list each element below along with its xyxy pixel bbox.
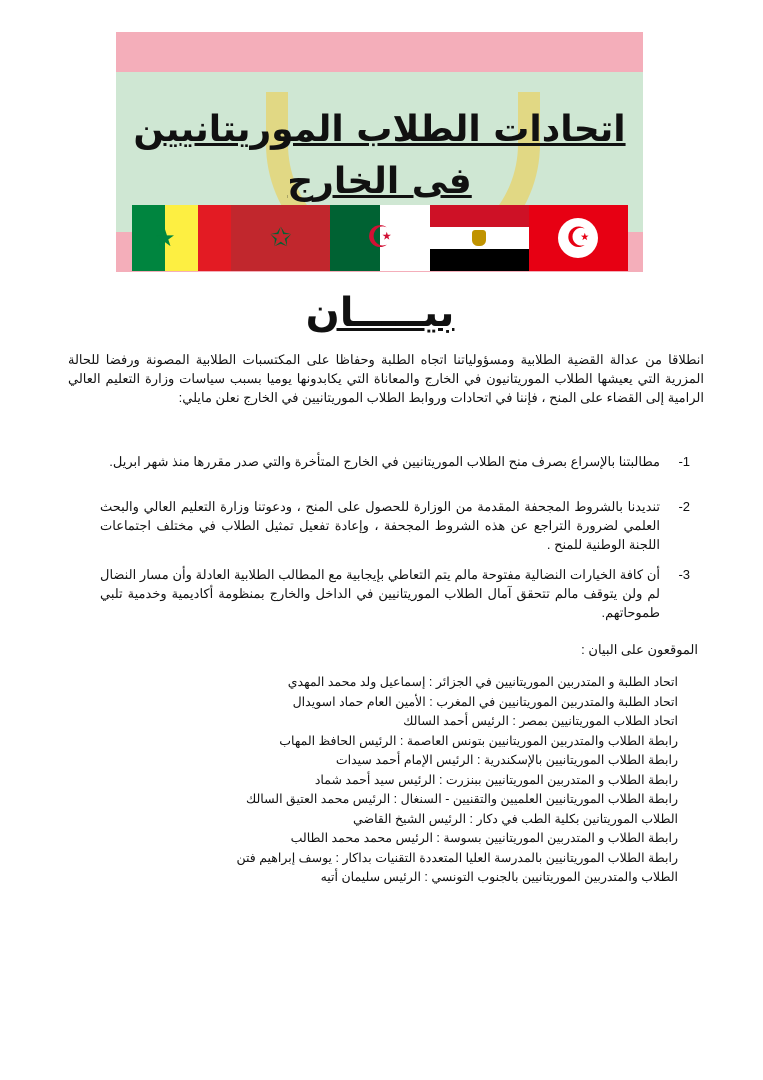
item-text: مطالبتنا بالإسراع بصرف منح الطلاب الموريتانيين في الخارج المتأخرة والتي صدر مقررها منذ شهر ابريل. [109, 454, 660, 469]
signer-entry: رابطة الطلاب و المتدربين الموريتانيين بسوسة : الرئيس محمد محمد الطالب [290, 831, 678, 845]
star-icon: ✩ [269, 223, 292, 253]
list-item [100, 452, 690, 471]
signer-entry: الطلاب والمتدربين الموريتانيين بالجنوب التونسي : الرئيس سليمان أتيه [320, 870, 678, 884]
signer-entry: اتحاد الطلاب الموريتانيين بمصر : الرئيس أحمد السالك [403, 714, 678, 728]
star-icon: ★ [153, 224, 176, 252]
flags-row [132, 205, 628, 271]
list-item [100, 497, 690, 554]
item-number: -2 [678, 499, 690, 514]
signer-entry: رابطة الطلاب و المتدربين الموريتانيين ببنزرت : الرئيس سيد أحمد شماد [314, 772, 678, 787]
signer-entry: اتحاد الطلبة والمتدربين الموريتانيين في المغرب : الأمين العام حماد اسويدال [292, 694, 678, 709]
signer-entry: رابطة الطلاب الموريتانيين بالمدرسة العليا المتعددة التقنيات بداكار : يوسف إبراهيم فتن [236, 850, 678, 865]
item-number: -3 [678, 567, 690, 582]
signer-entry: رابطة الطلاب الموريتانيين بالإسكندرية : الرئيس الإمام أحمد سيدات [335, 753, 678, 767]
signers-label: الموقعون على البيان : [581, 642, 698, 657]
crescent-star-icon: ☪ [565, 221, 591, 254]
banner-stripe-top [116, 32, 643, 72]
eagle-icon [472, 230, 486, 246]
crescent-star-icon: ☪ [366, 220, 394, 255]
algeria-flag-icon [330, 205, 429, 271]
signer-entry: الطلاب الموريتانين بكلية الطب في دكار : الرئيس الشيخ القاضي [353, 811, 678, 826]
list-item [100, 565, 690, 622]
intro-paragraph: انطلاقا من عدالة القضية الطلابية ومسؤولياتنا اتجاه الطلبة وحفاظا على المكتسبات الطلابية المصونة ورفضا للحالة المزرية التي يعيشها الطلاب الموريتانيون في الخارج والمعاناة التي يكابدونها يوميا بسبب سياسات وزارة التعليم العالي الرامية إلى القضاء على المنح ، فإننا في اتحادات وروابط الطلاب الموريتانيين في الخارج نعلن مايلي: [68, 352, 704, 405]
egypt-flag-icon [430, 205, 529, 271]
tunisia-flag-icon [529, 205, 628, 271]
signers-list [118, 673, 678, 888]
item-text: تنديدنا بالشروط المجحفة المقدمة من الوزارة للحصول على المنح ، ودعوتنا وزارة التعليم العالي والبحث العلمي لضرورة التراجع عن هذه الشروط المجحفة ، وإعادة تفعيل تمثيل الطلاب في مختلف اجتماعات اللجنة الوطنية للمنح . [100, 499, 660, 552]
item-text: أن كافة الخيارات النضالية مفتوحة مالم يتم التعاطي بإيجابية مع المطالب الطلابية العادلة وأن مسار النضال لم ولن يتوقف مالم تتحقق آمال الطلاب الموريتانيين في الداخل والخارج بمنظومة أكاديمية وخدمية تلبي طموحاتهم. [100, 567, 660, 620]
signer-entry: اتحاد الطلبة و المتدربين الموريتانيين في الجزائر : إسماعيل ولد محمد المهدي [287, 675, 678, 689]
statement-title: بيـــــان [305, 290, 455, 336]
item-number: -1 [678, 454, 690, 469]
page-title: اتحادات الطلاب الموريتانيين فى الخارج [133, 109, 626, 202]
signer-entry: رابطة الطلاب والمتدربين الموريتانيين بتونس العاصمة : الرئيس الحافظ المهاب [279, 733, 678, 748]
morocco-flag-icon [231, 205, 330, 271]
senegal-flag-icon [132, 205, 231, 271]
signer-entry: رابطة الطلاب الموريتانيين العلميين والتقنيين - السنغال : الرئيس محمد العتيق السالك [245, 792, 678, 806]
